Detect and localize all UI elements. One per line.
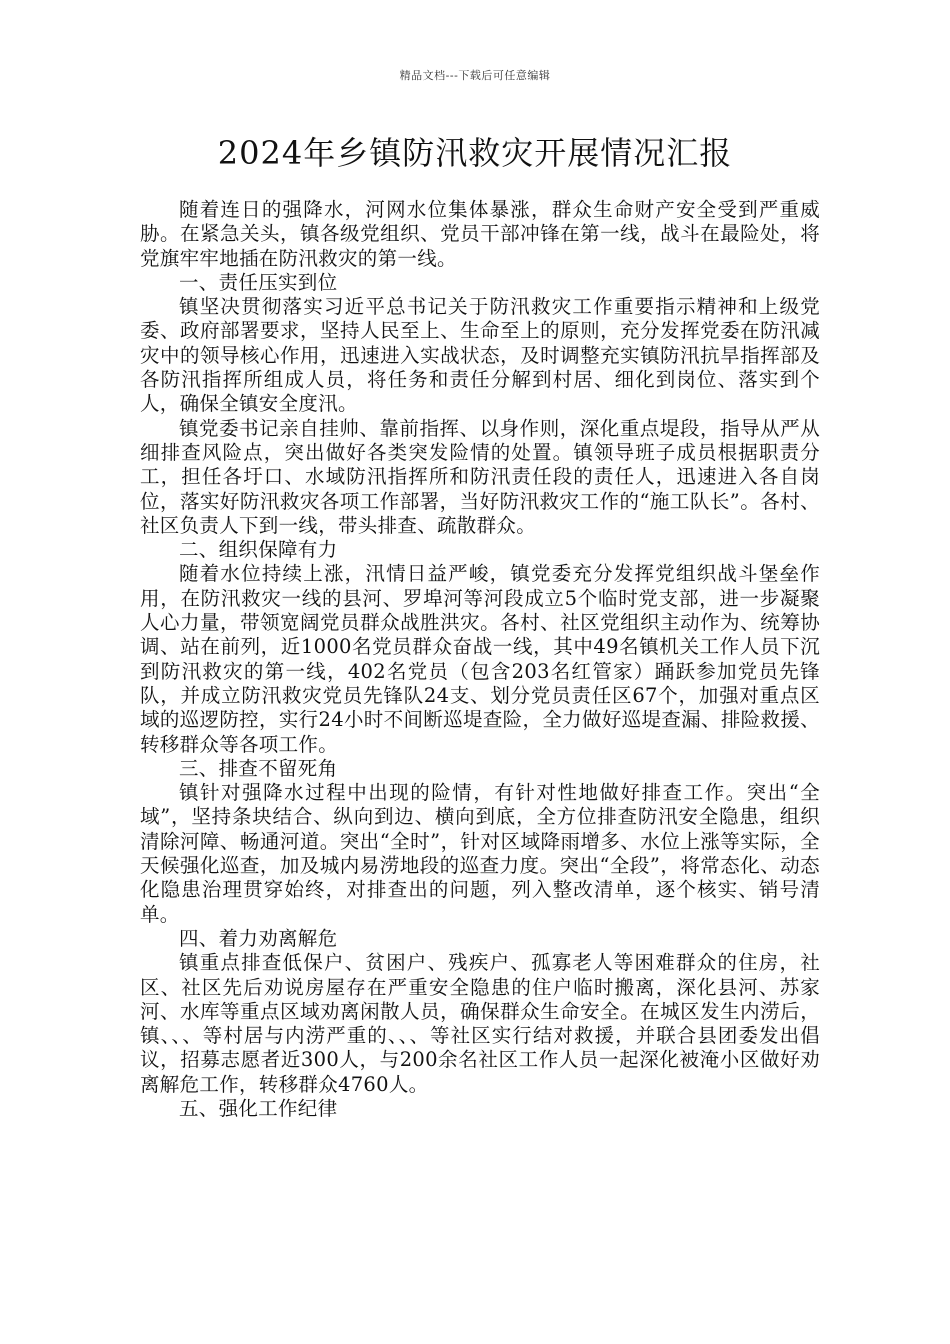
paragraph: 镇重点排查低保户、贫困户、残疾户、孤寡老人等困难群众的住房，社区、社区先后劝说房屋存在严重安全隐患的住户临时搬离，深化县河、苏家河、水库等重点区域劝离闲散人员，确保群众生命安全。在城区发生内涝后，镇、、、等村居与内涝严重的、、、等社区实行结对救援，并联合县团委发出倡议，招募志愿者近300人，与200余名社区工作人员一起深化被淹小区做好劝离解危工作，转移群众4760人。 bbox=[140, 951, 820, 1096]
paragraph: 镇坚决贯彻落实习近平总书记关于防汛救灾工作重要指示精神和上级党委、政府部署要求，坚持人民至上、生命至上的原则，充分发挥党委在防汛减灾中的领导核心作用，迅速进入实战状态，及时调整充实镇防汛抗旱指挥部及各防汛指挥所组成人员，将任务和责任分解到村居、细化到岗位、落实到个人，确保全镇安全度汛。 bbox=[140, 295, 820, 416]
section-heading: 五、强化工作纪律 bbox=[179, 1096, 338, 1120]
paragraph: 随着连日的强降水，河网水位集体暴涨，群众生命财产安全受到严重威胁。在紧急关头，镇各级党组织、党员干部冲锋在第一线，战斗在最险处，将党旗牢牢地插在防汛救灾的第一线。 bbox=[140, 198, 820, 270]
section-heading: 二、组织保障有力 bbox=[179, 538, 338, 562]
document-body bbox=[140, 198, 820, 1121]
paragraph: 镇党委书记亲自挂帅、靠前指挥、以身作则，深化重点堤段，指导从严从细排查风险点，突出做好各类突发险情的处置。镇领导班子成员根据职责分工，担任各圩口、水域防汛指挥所和防汛责任段的责任人，迅速进入各自岗位，落实好防汛救灾各项工作部署，当好防汛救灾工作的“施工队长”。各村、社区负责人下到一线，带头排查、疏散群众。 bbox=[140, 416, 820, 537]
paragraph: 随着水位持续上涨，汛情日益严峻，镇党委充分发挥党组织战斗堡垒作用，在防汛救灾一线的县河、罗埠河等河段成立5个临时党支部，进一步凝聚人心力量，带领宽阔党员群众战胜洪灾。各村、社区党组织主动作为、统筹协调、站在前列，近1000名党员群众奋战一线，其中49名镇机关工作人员下沉到防汛救灾的第一线，402名党员（包含203名红管家）踊跃参加党员先锋队，并成立防汛救灾党员先锋队24支、划分党员责任区67个，加强对重点区域的巡逻防控，实行24小时不间断巡堤查险，全力做好巡堤查漏、排险救援、转移群众等各项工作。 bbox=[140, 562, 820, 756]
header-note: 精品文档---下载后可任意编辑 bbox=[399, 69, 551, 82]
section-heading: 四、着力劝离解危 bbox=[179, 926, 338, 950]
paragraph: 镇针对强降水过程中出现的险情，有针对性地做好排查工作。突出“全域”，坚持条块结合、纵向到边、横向到底，全方位排查防汛安全隐患，组织清除河障、畅通河道。突出“全时”，针对区域降雨增多、水位上涨等实际，全天候强化巡查，加及城内易涝地段的巡查力度。突出“全段”，将常态化、动态化隐患治理贯穿始终，对排查出的问题，列入整改清单，逐个核实、销号清单。 bbox=[140, 781, 820, 926]
section-heading: 三、排查不留死角 bbox=[179, 756, 338, 780]
document-title: 2024年乡镇防汛救灾开展情况汇报 bbox=[217, 134, 733, 172]
section-heading: 一、责任压实到位 bbox=[179, 270, 338, 294]
